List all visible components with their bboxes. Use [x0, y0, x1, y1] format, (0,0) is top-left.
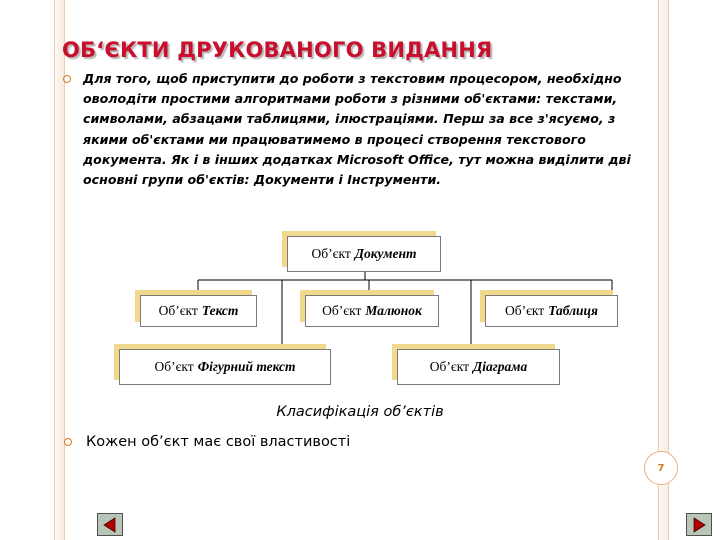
node-document	[287, 236, 441, 272]
node-prefix: Об’єкт	[504, 303, 545, 318]
next-slide-button[interactable]	[686, 513, 712, 536]
bullet-icon	[63, 75, 71, 83]
slide-title: ОБ‘ЄКТИ ДРУКОВАНОГО ВИДАННЯ	[62, 38, 493, 62]
bullet-icon	[64, 438, 72, 446]
node-prefix: Об’єкт	[322, 303, 362, 318]
node-prefix: Об’єкт	[429, 359, 469, 374]
bullet-text-properties: Кожен об’єкт має свої властивості	[86, 434, 351, 450]
node-chart	[397, 349, 560, 385]
diagram-caption: Класифікація об’єктів	[276, 404, 444, 420]
right-triangle-icon	[691, 517, 707, 533]
node-prefix: Об’єкт	[311, 246, 351, 261]
previous-slide-button[interactable]	[97, 513, 123, 536]
page-number: 7	[657, 462, 665, 474]
left-triangle-icon	[102, 517, 118, 533]
node-wordart	[119, 349, 331, 385]
node-label: Текст	[201, 303, 239, 318]
node-prefix: Об’єкт	[154, 359, 194, 374]
intro-paragraph: Для того, щоб приступити до роботи з текстовим процесором, необхідно оволодіти простими алгоритмами роботи з різними об'єктами: текстами, символами, абзацами таблицями, ілюстраціями. Перш за все з'ясуємо, з якими об'єктами ми працюватимемо в процесі створення текстового документа. Як і в інших додатках Microsoft Office, тут можна виділити дві основні групи об'єктів: Документи і Інструменти.	[83, 71, 631, 188]
node-prefix: Об’єкт	[158, 303, 198, 318]
node-label: Діаграма	[472, 359, 528, 374]
node-picture	[305, 295, 439, 327]
node-label: Документ	[354, 246, 417, 261]
node-text	[140, 295, 257, 327]
node-label: Фігурний текст	[197, 359, 296, 374]
node-label: Таблиця	[548, 303, 598, 318]
page-number-badge	[644, 451, 678, 485]
node-label: Малюнок	[365, 303, 422, 318]
node-table	[485, 295, 618, 327]
